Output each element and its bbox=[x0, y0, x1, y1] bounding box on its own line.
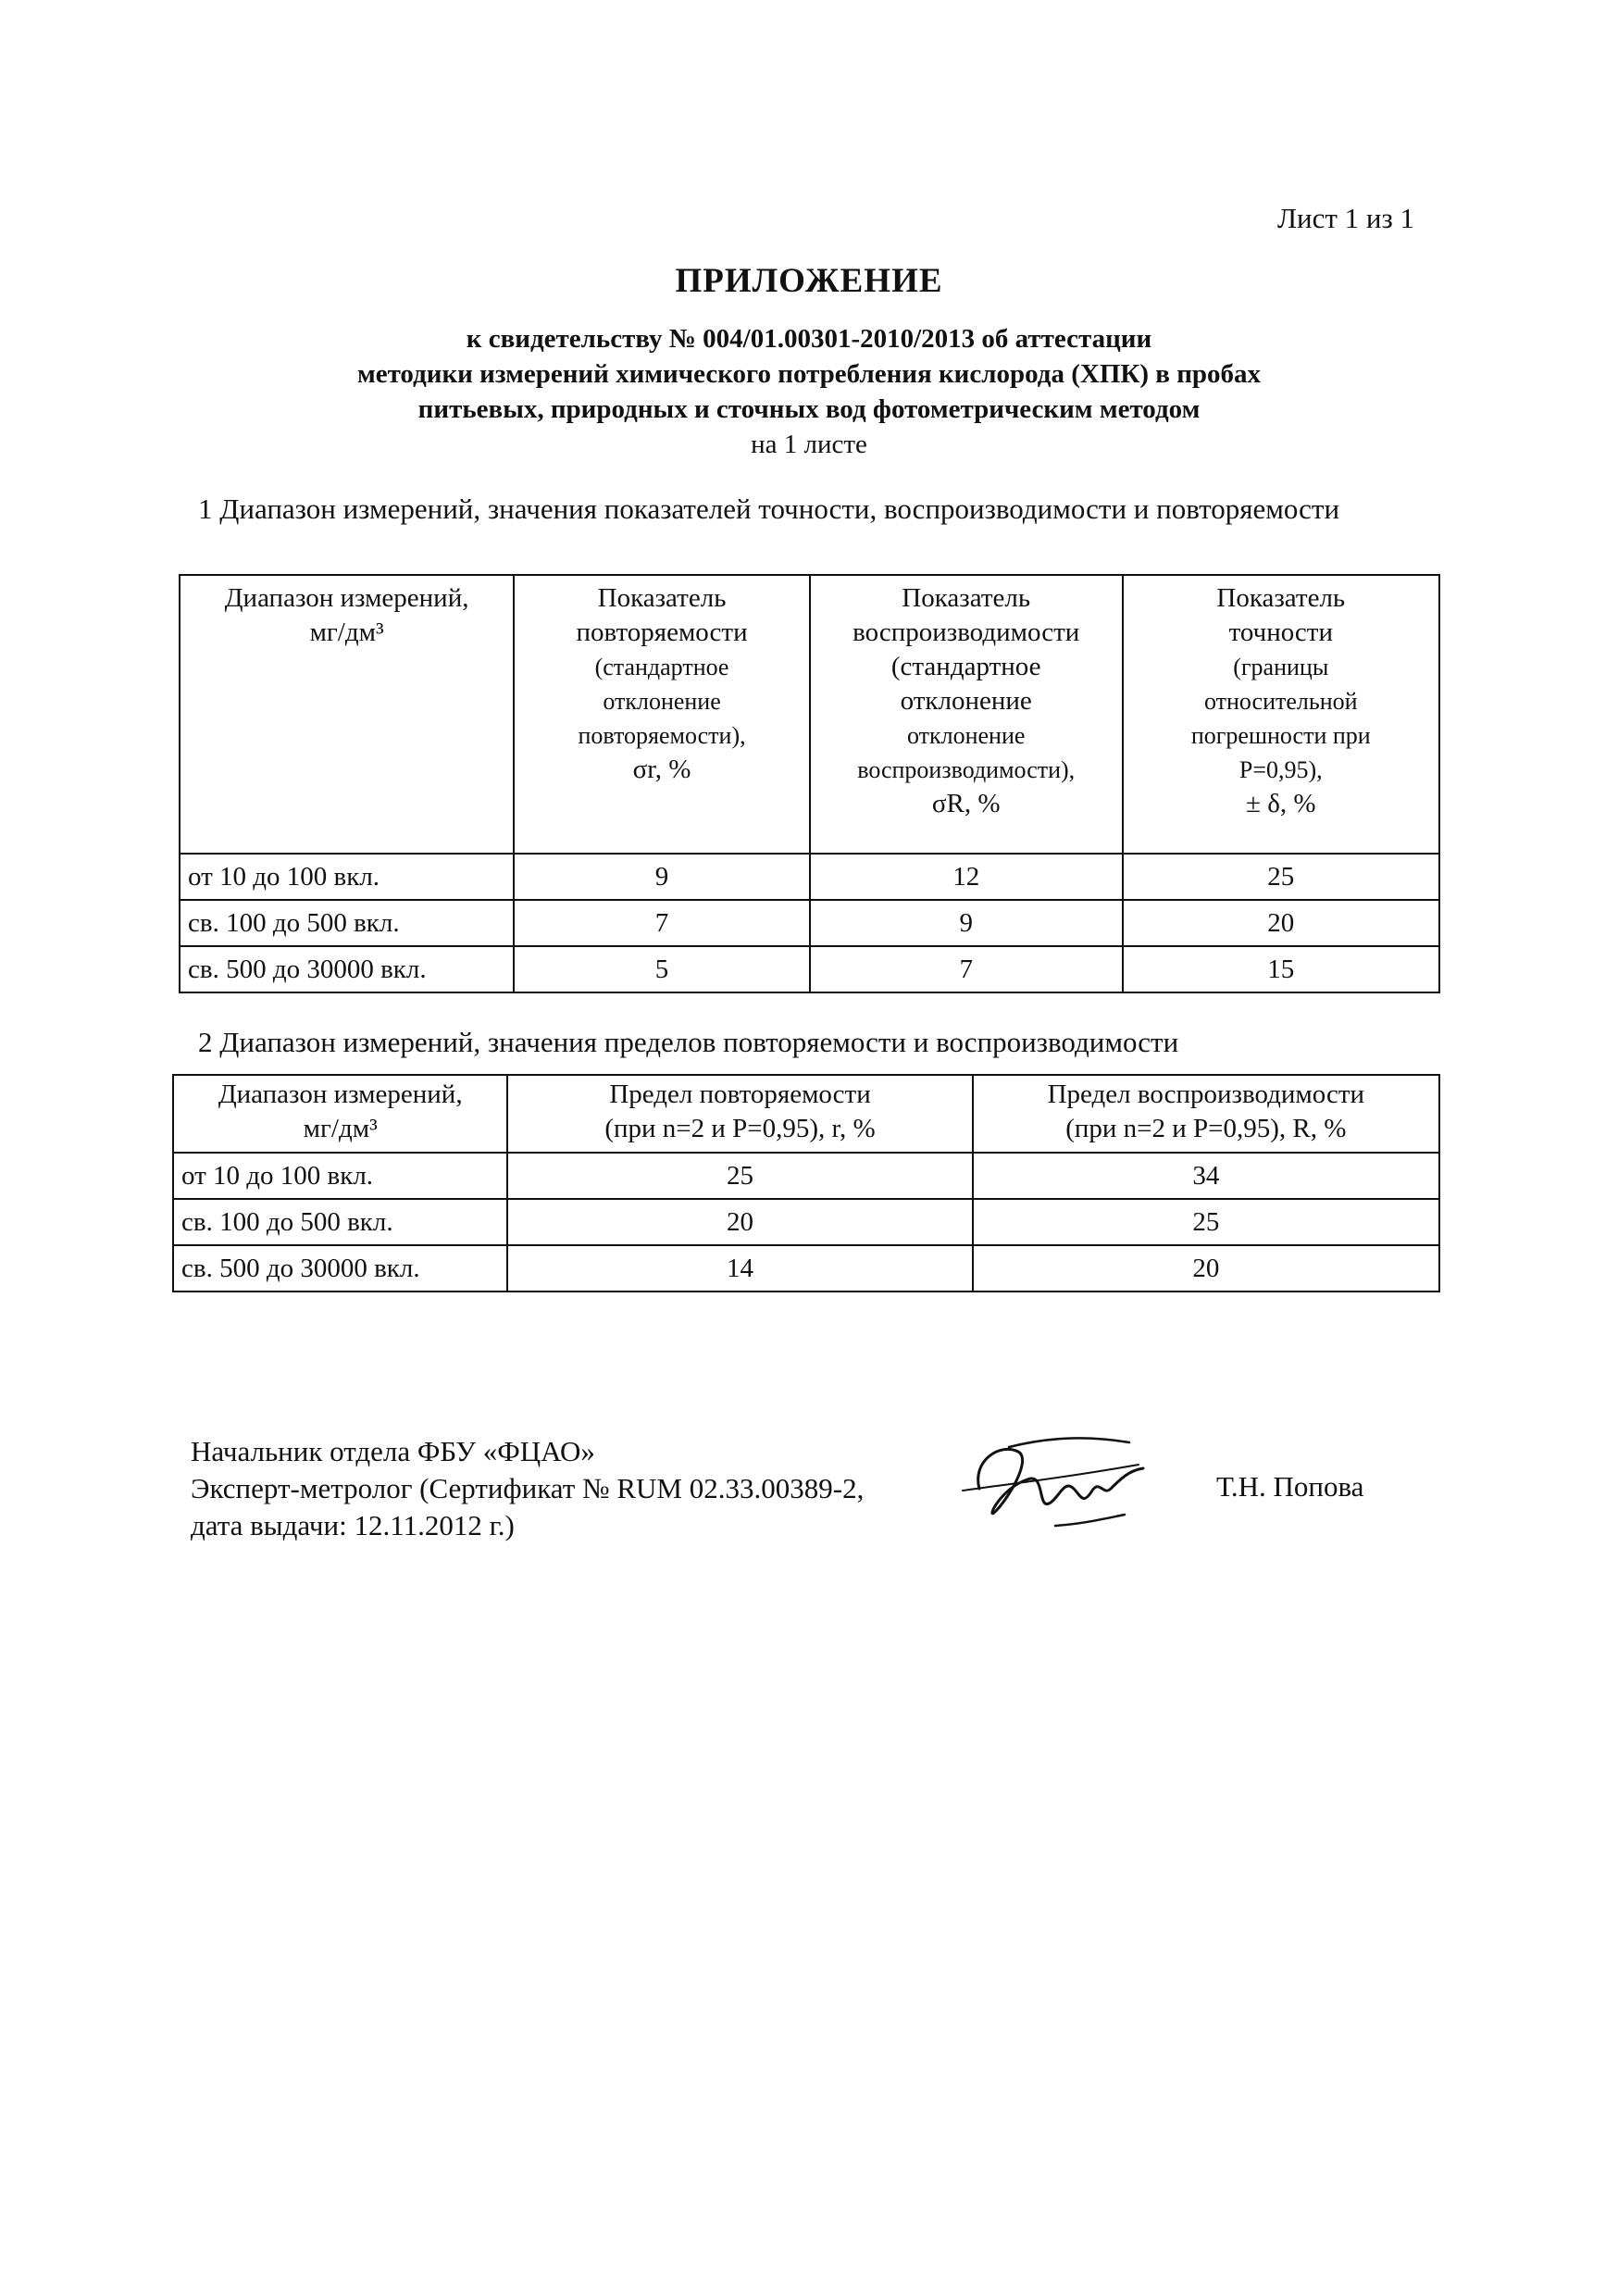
reproducibility-limit-cell: 25 bbox=[973, 1199, 1439, 1245]
document-title: ПРИЛОЖЕНИЕ bbox=[675, 262, 943, 300]
col-accuracy-header: Показатель точности (границы относительной погрешности при P=0,95), ± δ, % bbox=[1123, 575, 1439, 854]
range-cell: от 10 до 100 вкл. bbox=[180, 854, 514, 900]
repeatability-cell: 9 bbox=[514, 854, 810, 900]
signatory-position: Начальник отдела ФБУ «ФЦАО» bbox=[191, 1435, 595, 1467]
table-header-row bbox=[180, 575, 1439, 854]
handwritten-signature bbox=[944, 1424, 1166, 1544]
accuracy-table bbox=[179, 574, 1440, 993]
col-reproducibility-header: Показатель воспроизводимости (стандартное отклонение отклонение воспроизводимости), σR, % bbox=[810, 575, 1123, 854]
reproducibility-limit-cell: 34 bbox=[973, 1153, 1439, 1199]
reproducibility-cell: 12 bbox=[810, 854, 1123, 900]
section1-heading: 1 Диапазон измерений, значения показателей точности, воспроизводимости и повторяемости bbox=[198, 493, 1340, 525]
col-repeatability-header: Показатель повторяемости (стандартное отклонение повторяемости), σr, % bbox=[514, 575, 810, 854]
section2-heading: 2 Диапазон измерений, значения пределов повторяемости и воспроизводимости bbox=[198, 1026, 1179, 1058]
signatory-block bbox=[191, 1433, 864, 1544]
table-header-row bbox=[173, 1075, 1439, 1153]
range-cell: св. 100 до 500 вкл. bbox=[173, 1199, 507, 1245]
repeatability-limit-cell: 20 bbox=[507, 1199, 972, 1245]
col-range-header: Диапазон измерений, мг/дм³ bbox=[180, 575, 514, 854]
sheet-count: на 1 листе bbox=[751, 430, 867, 459]
subtitle-line-2: методики измерений химического потребления кислорода (ХПК) в пробах bbox=[356, 359, 1262, 389]
signatory-certificate: Эксперт-метролог (Сертификат № RUM 02.33.00389-2, bbox=[191, 1472, 865, 1504]
table-row bbox=[180, 854, 1439, 900]
range-cell: от 10 до 100 вкл. bbox=[173, 1153, 507, 1199]
repeatability-limit-cell: 14 bbox=[507, 1245, 972, 1292]
reproducibility-limit-cell: 20 bbox=[973, 1245, 1439, 1292]
signatory-issue-date: дата выдачи: 12.11.2012 г.) bbox=[191, 1509, 515, 1541]
document-header bbox=[0, 261, 1618, 462]
col-repeatability-limit-header: Предел повторяемости (при n=2 и P=0,95), r, % bbox=[507, 1075, 972, 1153]
accuracy-cell: 25 bbox=[1123, 854, 1439, 900]
subtitle-line-1: к свидетельству № 004/01.00301-2010/2013 об аттестации bbox=[466, 324, 1152, 354]
accuracy-cell: 20 bbox=[1123, 900, 1439, 946]
table-row bbox=[180, 900, 1439, 946]
table-row bbox=[180, 946, 1439, 992]
repeatability-cell: 5 bbox=[514, 946, 810, 992]
table-row bbox=[173, 1153, 1439, 1199]
subtitle-line-3: питьевых, природных и сточных вод фотометрическим методом bbox=[417, 394, 1201, 424]
repeatability-cell: 7 bbox=[514, 900, 810, 946]
col-reproducibility-limit-header: Предел воспроизводимости (при n=2 и P=0,95), R, % bbox=[973, 1075, 1439, 1153]
signatory-name: Т.Н. Попова bbox=[1216, 1470, 1364, 1503]
repeatability-limit-cell: 25 bbox=[507, 1153, 972, 1199]
col-range-header: Диапазон измерений, мг/дм³ bbox=[173, 1075, 507, 1153]
range-cell: св. 100 до 500 вкл. bbox=[180, 900, 514, 946]
range-cell: св. 500 до 30000 вкл. bbox=[180, 946, 514, 992]
table-row bbox=[173, 1245, 1439, 1292]
sheet-label: Лист 1 из 1 bbox=[1277, 202, 1415, 234]
reproducibility-cell: 9 bbox=[810, 900, 1123, 946]
table-row bbox=[173, 1199, 1439, 1245]
range-cell: св. 500 до 30000 вкл. bbox=[173, 1245, 507, 1292]
limits-table bbox=[172, 1074, 1440, 1292]
accuracy-cell: 15 bbox=[1123, 946, 1439, 992]
reproducibility-cell: 7 bbox=[810, 946, 1123, 992]
